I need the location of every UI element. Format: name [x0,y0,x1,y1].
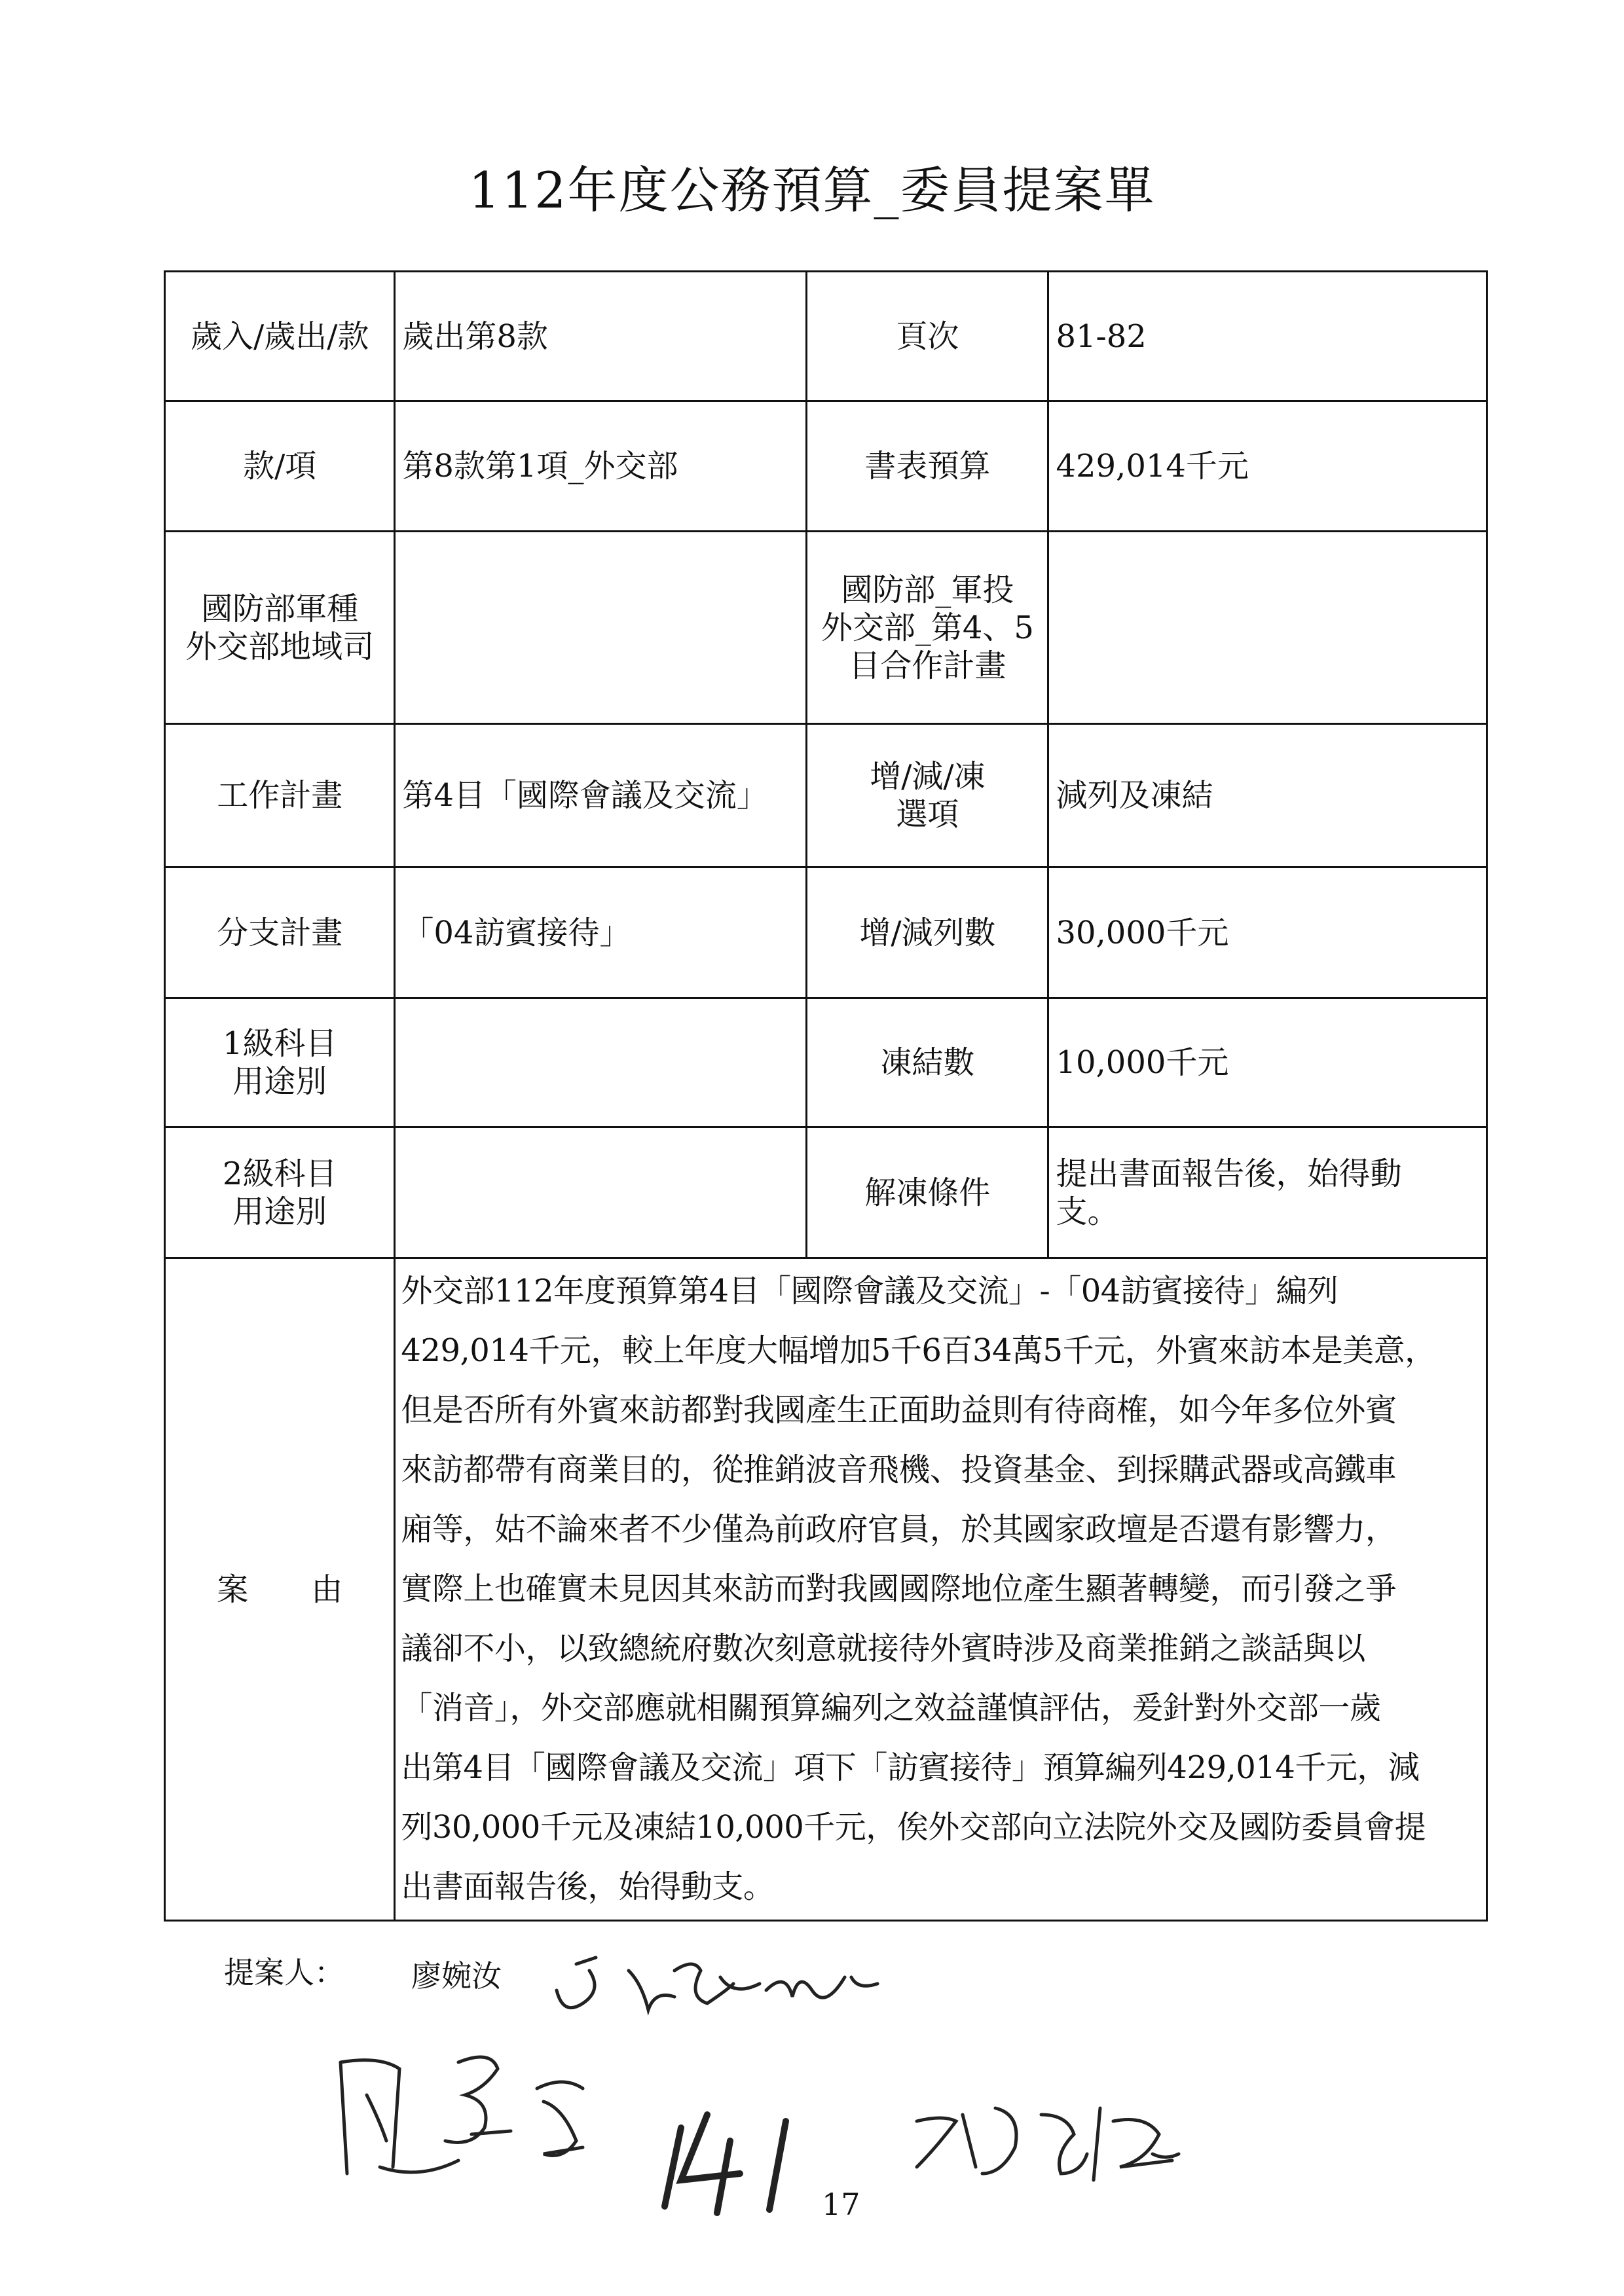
page-number: 17 [822,2187,860,2222]
reason-line: 廂等，姑不論來者不少僅為前政府官員，於其國家政壇是否還有影響力， [401,1511,1397,1548]
reason-line: 列30,000千元及凍結10,000千元，俟外交部向立法院外交及國防委員會提 [401,1809,1426,1846]
table-row [165,532,1487,724]
reason-line: 外交部112年度預算第4目「國際會議及交流」-「04訪賓接待」編列 [401,1273,1338,1309]
table-row [165,724,1487,867]
field-label: 歲入/歲出/款 [165,272,395,401]
field-value: 第8款第1項_外交部 [395,401,807,532]
field-value: 81-82 [1048,272,1487,401]
reason-line: 出第4目「國際會議及交流」項下「訪賓接待」預算編列429,014千元，減 [401,1749,1420,1786]
field-label: 2級科目 用途別 [165,1127,395,1258]
reason-text [395,1258,1487,1921]
table-row [165,401,1487,532]
reason-line: 429,014千元，較上年度大幅增加5千6百34萬5千元，外賓來訪本是美意， [401,1332,1436,1369]
reason-line: 實際上也確實未見因其來訪而對我國國際地位產生顯著轉變，而引發之爭 [401,1571,1397,1607]
field-label: 解凍條件 [807,1127,1048,1258]
reason-line: 議卻不小，以致總統府數次刻意就接待外賓時涉及商業推銷之談話與以 [401,1630,1365,1667]
field-value [1048,532,1487,724]
proposer-name: 廖婉汝 [411,1958,502,1994]
field-value: 429,014千元 [1048,401,1487,532]
field-value: 提出書面報告後，始得動 支。 [1048,1127,1487,1258]
reason-line: 來訪都帶有商業目的，從推銷波音飛機、投資基金、到採購武器或高鐵車 [401,1451,1397,1488]
signature-2 [341,2057,583,2174]
reason-line: 出書面報告後，始得動支。 [401,1868,775,1905]
field-value [395,1127,807,1258]
field-label: 國防部軍種 外交部地域司 [165,532,395,724]
field-value [395,998,807,1127]
table-row [165,272,1487,401]
field-value: 減列及凍結 [1048,724,1487,867]
field-value: 第4目「國際會議及交流」 [395,724,807,867]
reason-line: 但是否所有外賓來訪都對我國產生正面助益則有待商榷，如今年多位外賓 [401,1392,1397,1429]
proposal-table [164,270,1488,1922]
field-value: 30,000千元 [1048,867,1487,998]
proposer-label: 提案人： [224,1955,344,1990]
field-label: 增/減/凍 選項 [807,724,1048,867]
reason-label: 案 由 [165,1258,395,1921]
reason-row [165,1258,1487,1921]
field-value [395,532,807,724]
form-title: 112年度公務預算_委員提案單 [468,161,1156,219]
handwritten-number-141 [665,2115,786,2213]
field-value: 歲出第8款 [395,272,807,401]
table-row [165,998,1487,1127]
reason-line: 「消音」，外交部應就相關預算編列之效益謹慎評估，爰針對外交部一歲 [401,1690,1381,1726]
field-label: 1級科目 用途別 [165,998,395,1127]
field-label: 頁次 [807,272,1048,401]
field-label: 款/項 [165,401,395,532]
field-label: 分支計畫 [165,867,395,998]
field-label: 增/減列數 [807,867,1048,998]
field-label: 國防部_軍投 外交部_第4、5 目合作計畫 [807,532,1048,724]
signature-1 [557,1958,877,2010]
table-row [165,1127,1487,1258]
field-label: 書表預算 [807,401,1048,532]
field-value: 10,000千元 [1048,998,1487,1127]
signature-3 [917,2108,1179,2180]
table-row [165,867,1487,998]
field-label: 工作計畫 [165,724,395,867]
field-value: 「04訪賓接待」 [395,867,807,998]
field-label: 凍結數 [807,998,1048,1127]
